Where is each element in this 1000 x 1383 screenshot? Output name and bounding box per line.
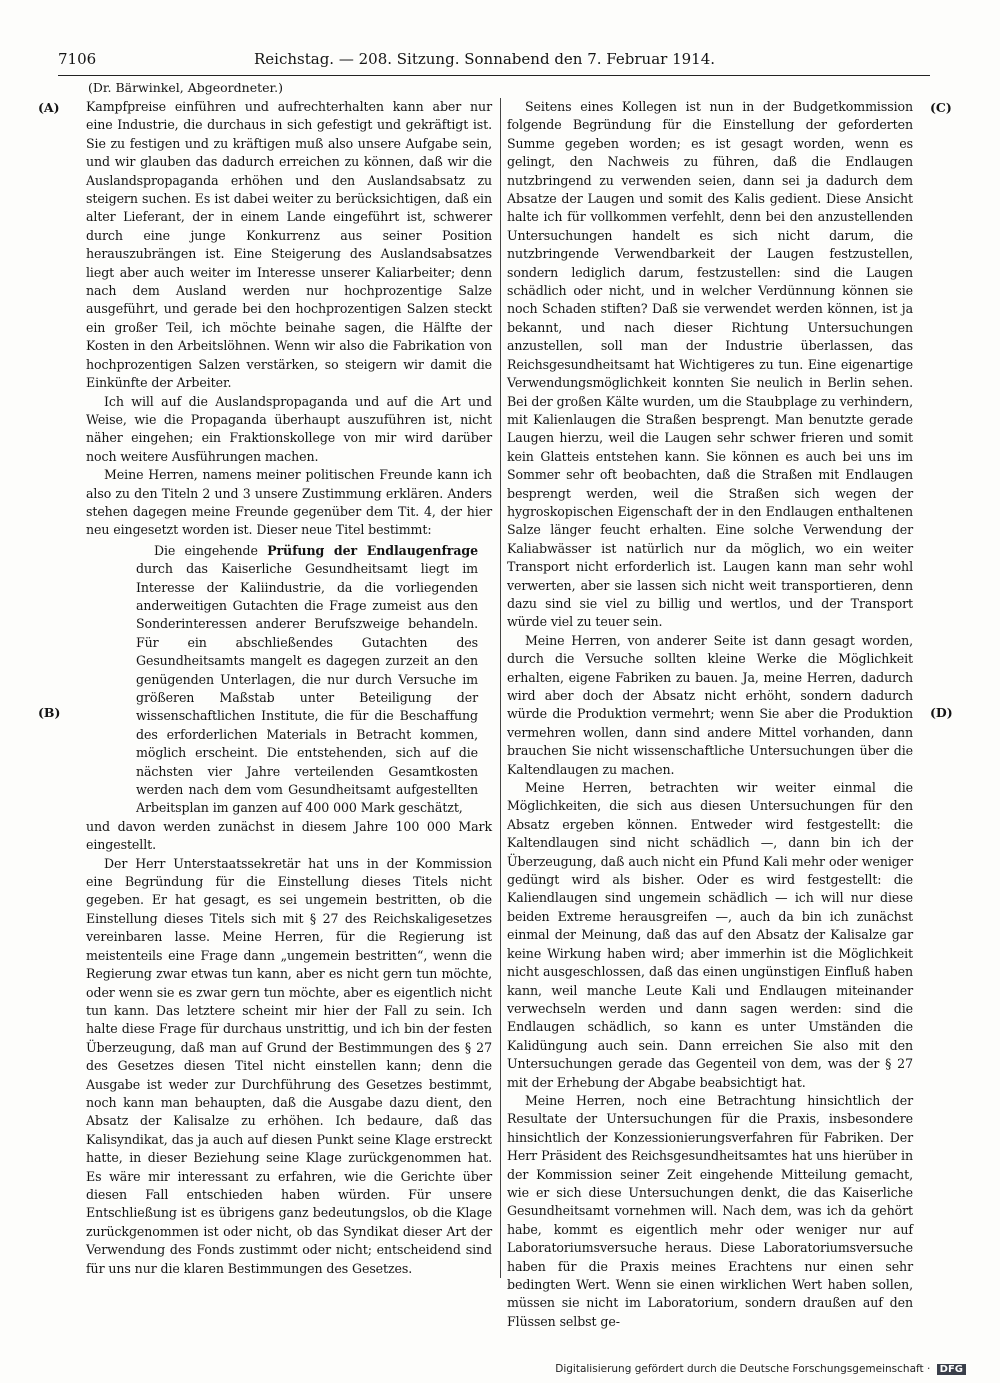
right-paragraph-4: Meine Herren, noch eine Betrachtung hinsichtlich der Resultate der Untersuchungen für die Praxis, insbesondere hinsichtlich der Konzessionierungsverfahren für Fabriken. Der Herr Präsident des Reichsgesundheitsamtes hat uns hierüber in der Kommission seiner Zeit eingehende Mitteilung gemacht, wie er sich diese Untersuchungen denkt, die das Kaiserliche Gesundheitsamt vornehmen will. Nach dem, was ich da gehört habe, kommt es eigentlich mehr oder weniger nur auf Laboratoriumsversuche heraus. Diese Laboratoriumsversuche haben für die Praxis meines Erachtens nur einen sehr bedingten Wert. Wenn sie einen wirklichen Wert haben sollen, müssen sie nicht im Laboratorium, sondern draußen auf den Flüssen selbst ge- [507,1092,913,1329]
left-paragraph-3: Meine Herren, namens meiner politischen Freunde kann ich also zu den Titeln 2 und 3 unsere Zustimmung erklären. Anders stehen dagegen meine Freunde gegenüber dem Tit. 4, der hier neu eingesetzt worden ist. Dieser neue Titel bestimmt: [86,467,492,538]
page-heading: Reichstag. — 208. Sitzung. Sonnabend den 7. Februar 1914. [254,50,716,68]
left-column [86,98,492,1275]
right-paragraph-1: Seitens eines Kollegen ist nun in der Budgetkommission folgende Begründung für die Einstellung der geforderten Summe gegeben worden; es ist gesagt worden, wenn es gelingt, den Nachweis zu führen, daß die Endlaugen nutzbringend zu verwenden seien, dann sei ja dadurch dem Absatze der Laugen und somit des Kalis gedient. Diese Ansicht halte ich für vollkommen verfehlt, denn bei den anzustellenden Untersuchungen handelt es sich nicht darum, die nutzbringende Verwendbarkeit der Laugen festzustellen, sondern lediglich darum, festzustellen: sind die Laugen schädlich oder nicht, und in welcher Verdünnung können sie noch Schaden stiften? Daß sie verwendet werden können, ist ja bekannt, und nach dieser Richtung Untersuchungen anzustellen, soll man der Industrie überlassen, das Reichsgesundheitsamt hat Wichtigeres zu tun. Eine eigenartige Verwendungsmöglichkeit konnten Sie neulich in Berlin sehen. Bei der großen Kälte wurden, um die Staubplage zu verhindern, mit Kalienlaugen die Straßen besprengt. Man benutzte gerade Laugen hierzu, weil die Laugen sehr schwer frieren und somit kein Glatteis entstehen kann. Sie können es auch bei uns im Sommer sehr oft beobachten, daß die Straßen mit Endlaugen besprengt werden, weil die Straßen sich wegen der hygroskopischen Eigenschaft der in den Endlaugen enthaltenen Salze länger feucht erhalten. Eine solche Verwendung der Kaliabwässer ist natürlich nur da möglich, wo ein weiter Transport nicht erforderlich ist. Laugen kann man sehr wohl verwerten, aber sie lassen sich nicht weit transportieren, denn dazu sind sie viel zu billig und wertlos, und der Transport würde viel zu teuer sein. [507,99,913,630]
quote-lead: Die eingehende [154,542,258,558]
left-paragraph-2: Ich will auf die Auslandspropaganda und auf die Art und Weise, wie die Propaganda überhaupt auszuführen ist, nicht näher eingehen; ein Fraktionskollege von mir wird darüber noch weitere Ausführungen machen. [86,393,492,464]
left-paragraph-4: und davon werden zunächst in diesem Jahre 100 000 Mark eingestellt. [86,818,492,853]
footer-text: Digitalisierung gefördert durch die Deutsche Forschungsgemeinschaft · [555,1363,931,1375]
quote-emphasis: Prüfung der Endlaugenfrage [267,542,479,558]
margin-marker-a: (A) [38,100,60,115]
left-paragraph-1: Kampfpreise einführen und aufrechterhalten kann aber nur eine Industrie, die durchaus in sich gefestigt und gekräftigt ist. Sie zu festigen und zu kräftigen muß also unsere Aufgabe sein, und wir glauben das dadurch erreichen zu können, daß wir die Auslandspropaganda erhöhen und den Auslandsabsatz zu steigern suchen. Es ist dabei weiter zu berücksichtigen, daß ein alter Lieferant, der in einem Lande eingeführt ist, schwerer durch eine junge Konkurrenz aus seiner Position herauszubrängen ist. Eine Steigerung des Auslandsabsatzes liegt aber auch weiter im Interesse unserer Kaliarbeiter; denn nach dem Ausland werden nur hochprozentige Salze ausgeführt, und gerade bei den hochprozentigen Salzen steckt ein großer Teil, ich möchte beinahe sagen, die Hälfte der Kosten in den Arbeitslöhnen. Wenn wir also die Fabrikation von hochprozentigen Salzen verstärken, so steigern wir damit die Einkünfte der Arbeiter. [86,99,492,391]
column-divider [500,98,501,1278]
margin-marker-c: (C) [930,100,952,115]
speaker-note: (Dr. Bärwinkel, Abgeordneter.) [88,80,283,95]
right-column [507,98,913,1329]
dfg-logo: DFG [937,1364,966,1375]
page-header [58,50,930,72]
page-number: 7106 [58,50,97,68]
header-rule [58,75,930,76]
right-paragraph-3: Meine Herren, betrachten wir weiter einmal die Möglichkeiten, die sich aus diesen Untersuchungen für den Absatz ergeben können. Entweder wird festgestellt: die Kaltendlaugen sind nicht schädlich —, dann bin ich der Überzeugung, daß auch nicht ein Pfund Kali mehr oder weniger gedüngt wird als bisher. Oder es wird festgestellt: die Kaliendlaugen sind ungemein schädlich — ich will nur diese beiden Extreme herausgreifen —, auch da bin ich zunächst einmal der Meinung, daß das auf den Absatz der Kalisalze gar keine Wirkung haben wird; aber immerhin ist die Möglichkeit nicht ausgeschlossen, daß das einen ungünstigen Einfluß haben kann, weil manche Leute Kali und Endlaugen miteinander verwechseln werden und dann sagen werden: sind die Endlaugen schädlich, so kann es unter Umständen die Kalidüngung auch sein. Dann erreichen Sie also mit den Untersuchungen gerade das Gegenteil von dem, was der § 27 mit der Erhebung der Abgabe beabsichtigt hat. [507,780,913,1090]
right-paragraph-2: Meine Herren, von anderer Seite ist dann gesagt worden, durch die Versuche sollten kleine Werke die Möglichkeit erhalten, eigene Fabriken zu bauen. Ja, meine Herren, dadurch wird aber doch der Absatz nicht erhöht, sondern dadurch würde die Produktion vermehrt; wenn Sie aber die Produktion vermehren wollen, dann sind andere Mittel vorhanden, dann brauchen Sie nicht wissenschaftliche Untersuchungen über die Kaltendlaugen zu machen. [507,632,913,777]
quoted-title-text [136,542,478,818]
margin-marker-b: (B) [38,705,61,720]
margin-marker-d: (D) [930,705,953,720]
footer-credit [555,1363,966,1375]
left-paragraph-5: Der Herr Unterstaatssekretär hat uns in der Kommission eine Begründung für die Einstellung dieses Titels nicht gegeben. Er hat gesagt, es sei ungemein bestritten, ob die Einstellung dieses Titels sich mit § 27 des Reichskaligesetzes vereinbaren lasse. Meine Herren, für die Regierung ist meistenteils eine Frage dann „ungemein bestritten“, wenn die Regierung zwar etwas tun kann, aber es nicht gern tun möchte, oder wenn sie es zwar gern tun möchte, aber es eigentlich nicht tun kann. Das letztere scheint mir hier der Fall zu sein. Ich halte diese Frage für durchaus unstrittig, und ich bin der festen Überzeugung, daß man auf Grund der Bestimmungen des § 27 des Gesetzes diesen Titel nicht einstellen kann; denn die Ausgabe ist weder zur Durchführung des Gesetzes bestimmt, noch kann man behaupten, daß die Ausgabe dazu dient, den Absatz der Kalisalze zu erhöhen. Ich bedaure, daß das Kalisyndikat, das ja auch auf diesen Punkt seine Klage erstreckt hatte, in dieser Beziehung seine Klage zurückgenommen hat. Es wäre mir interessant zu erfahren, wie die Gerichte über diesen Fall entschieden haben würden. Für unsere Entschließung ist es übrigens ganz bedeutungslos, ob die Klage zurückgenommen ist oder nicht, ob das Syndikat dieser Art der Verwendung des Fonds zustimmt oder nicht; entscheidend sind für uns nur die klaren Bestimmungen des Gesetzes. [86,855,492,1276]
quote-body: durch das Kaiserliche Gesundheitsamt liegt im Interesse der Kaliindustrie, da die vorliegenden anderweitigen Gutachten die Frage zumeist aus den Sonderinteressen anderer Berufszweige behandeln. Für ein abschließendes Gutachten des Gesundheitsamts mangelt es dagegen zurzeit an den genügenden Unterlagen, die nur durch Versuche im größeren Maßstab unter Beteiligung der wissenschaftlichen Institute, die für die Beschaffung des erforderlichen Materials in Betracht kommen, möglich erscheint. Die entstehenden, sich auf die nächsten vier Jahre verteilenden Gesamtkosten werden nach dem vom Gesundheitsamt aufgestellten Arbeitsplan im ganzen auf 400 000 Mark geschätzt, [136,561,478,816]
